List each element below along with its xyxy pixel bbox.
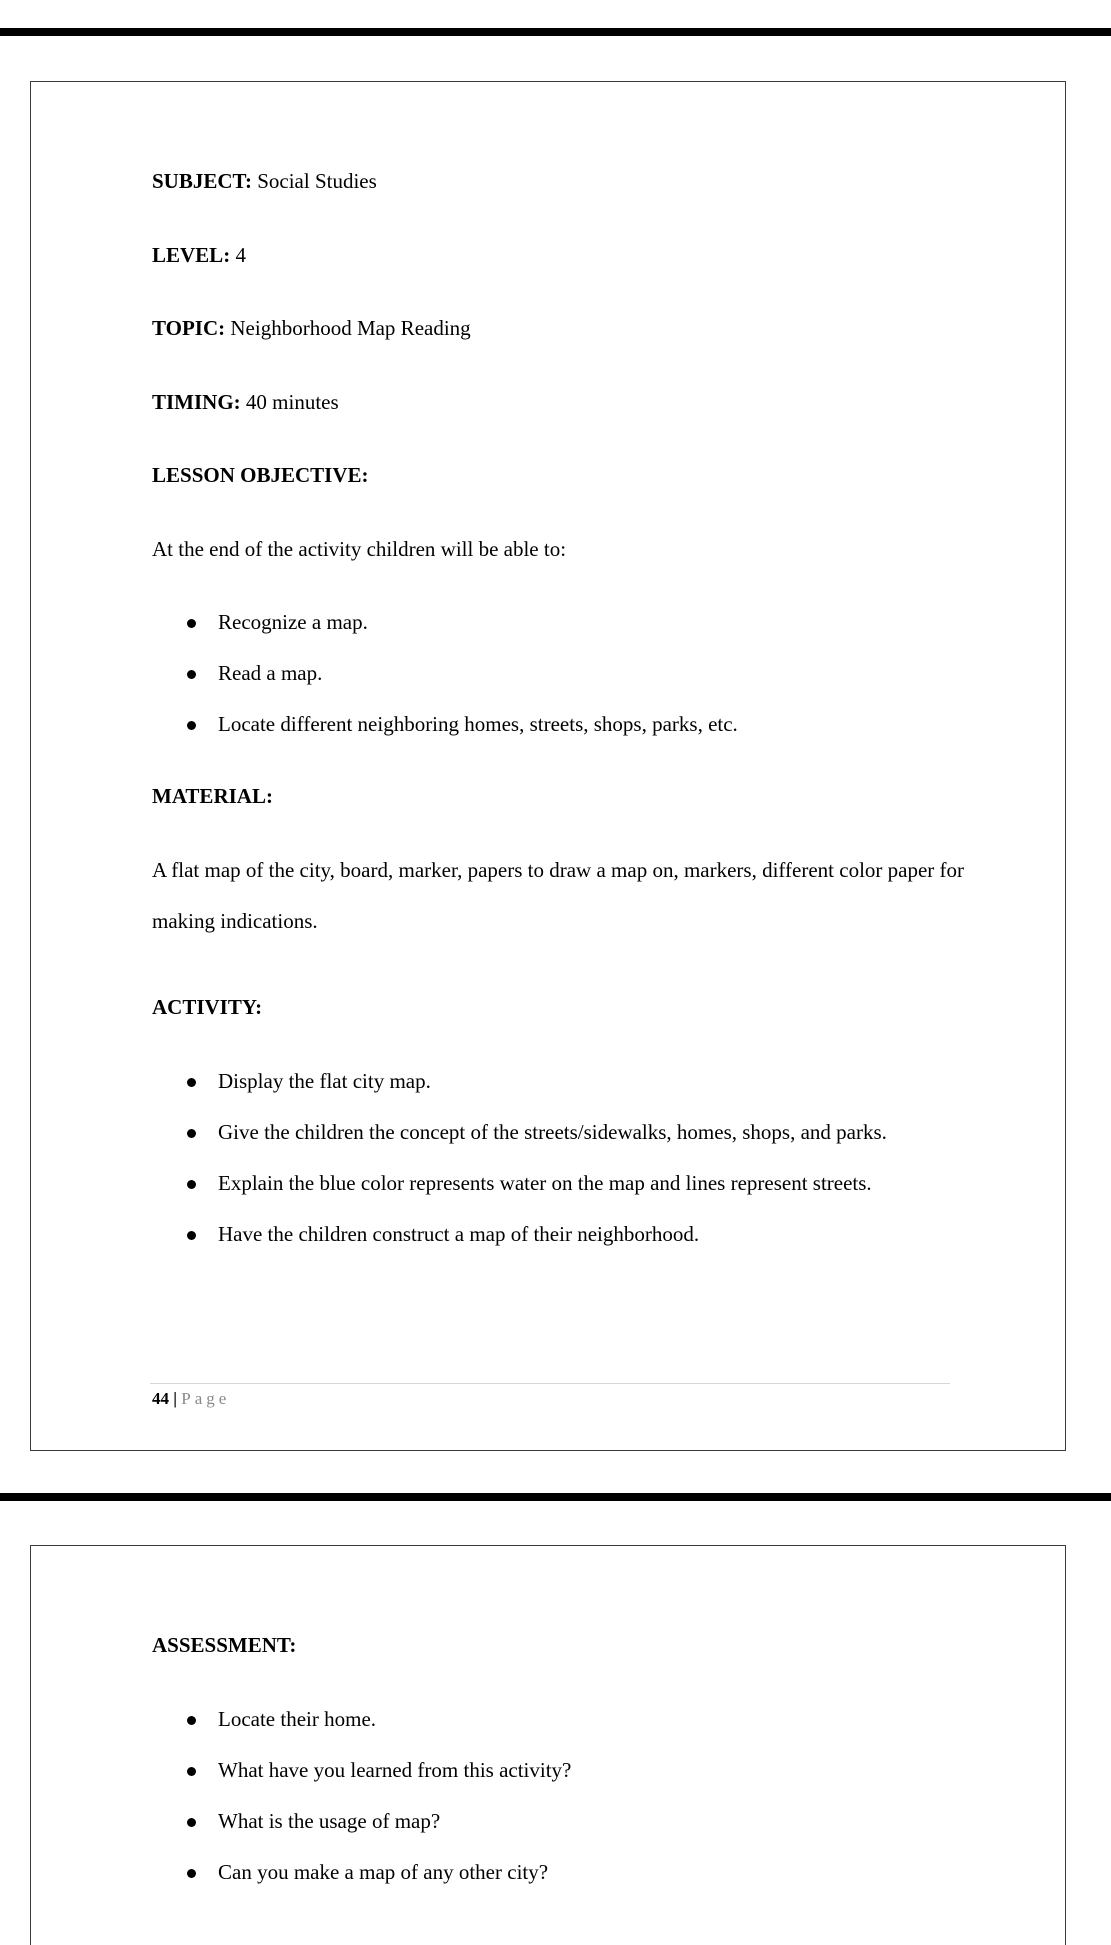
list-item	[152, 1120, 982, 1145]
subject-label: SUBJECT:	[152, 169, 252, 193]
activity-text: Have the children construct a map of their neighborhood.	[218, 1221, 700, 1246]
assessment-text: What have you learned from this activity?	[218, 1757, 572, 1782]
assessment-text: What is the usage of map?	[218, 1808, 441, 1833]
list-item	[152, 1860, 982, 1885]
objective-text: Recognize a map.	[218, 610, 368, 634]
page-word: Page	[181, 1389, 231, 1408]
objective-list	[152, 610, 982, 737]
list-item	[152, 1809, 982, 1834]
activity-text: Explain the blue color represents water on the map and lines represent streets.	[218, 1170, 872, 1195]
topic-field	[152, 316, 982, 341]
footer-separator: |	[169, 1389, 182, 1408]
timing-field	[152, 390, 982, 415]
bullet-icon	[187, 721, 196, 730]
bullet-icon	[187, 1129, 196, 1138]
list-item	[152, 1171, 982, 1196]
bullet-icon	[187, 1078, 196, 1087]
timing-value: 40 minutes	[240, 389, 339, 414]
list-item	[152, 1758, 982, 1783]
list-item	[152, 712, 982, 737]
level-field	[152, 243, 982, 268]
bullet-icon	[187, 1818, 196, 1827]
objective-text: Read a map.	[218, 661, 323, 685]
material-text: A flat map of the city, board, marker, papers to draw a map on, markers, different color paper for making indications.	[152, 857, 965, 933]
topic-value: Neighborhood Map Reading	[225, 316, 471, 340]
assessment-text: Locate their home.	[218, 1706, 377, 1731]
activity-heading: ACTIVITY:	[152, 995, 263, 1019]
document-page-45	[30, 1545, 1066, 1945]
page-content	[152, 1633, 982, 1932]
activity-text: Display the flat city map.	[218, 1068, 431, 1093]
subject-field	[152, 169, 982, 194]
assessment-list	[152, 1707, 982, 1885]
list-item	[152, 1222, 982, 1247]
lesson-objective-heading: LESSON OBJECTIVE:	[152, 463, 369, 487]
level-label: LEVEL:	[152, 242, 231, 267]
bullet-icon	[187, 1231, 196, 1240]
bullet-icon	[187, 1716, 196, 1725]
footer-divider	[150, 1383, 950, 1384]
activity-list	[152, 1069, 982, 1247]
bullet-icon	[187, 1767, 196, 1776]
subject-value: Social Studies	[251, 169, 377, 193]
bullet-icon	[187, 619, 196, 628]
bullet-icon	[187, 1869, 196, 1878]
topic-label: TOPIC:	[152, 316, 226, 340]
timing-label: TIMING:	[152, 389, 241, 414]
top-page-divider	[0, 28, 1111, 36]
page-footer	[152, 1389, 230, 1409]
activity-text: Give the children the concept of the streets/sidewalks, homes, shops, and parks.	[218, 1119, 887, 1144]
list-item	[152, 1707, 982, 1732]
bullet-icon	[187, 1180, 196, 1189]
page-content	[152, 169, 982, 1294]
list-item	[152, 661, 982, 686]
objective-text: Locate different neighboring homes, streets, shops, parks, etc.	[218, 712, 738, 736]
page-break-divider	[0, 1493, 1111, 1501]
list-item	[152, 610, 982, 635]
bullet-icon	[187, 670, 196, 679]
list-item	[152, 1069, 982, 1094]
objective-intro: At the end of the activity children will be able to:	[152, 536, 567, 561]
assessment-heading: ASSESSMENT:	[152, 1633, 297, 1657]
level-value: 4	[230, 242, 246, 267]
assessment-text: Can you make a map of any other city?	[218, 1859, 549, 1884]
document-page-44	[30, 81, 1066, 1451]
page-number: 44	[152, 1389, 169, 1408]
material-heading: MATERIAL:	[152, 784, 273, 808]
